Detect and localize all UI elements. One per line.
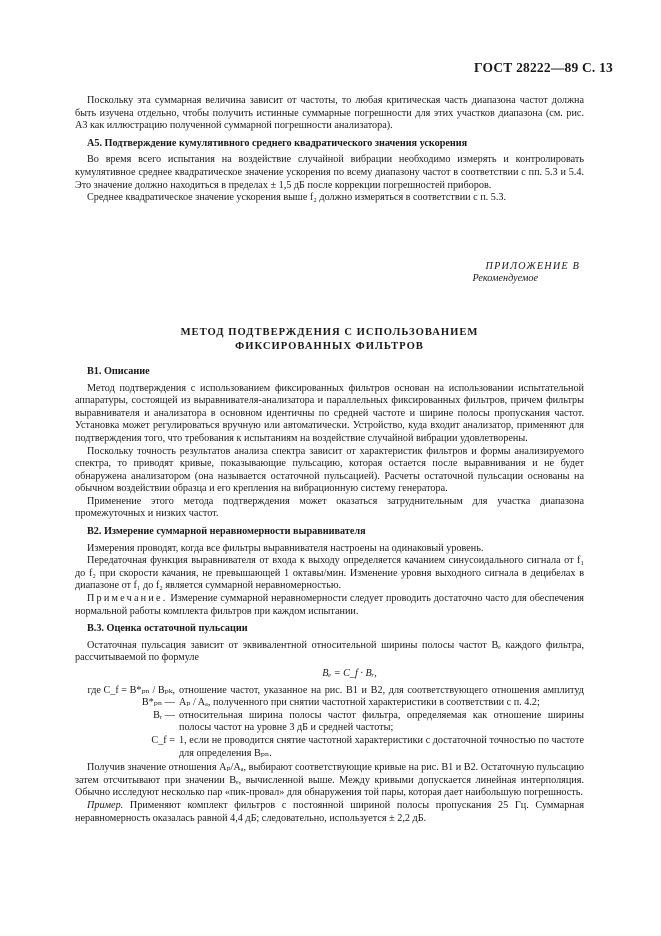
section-b1-heading: В1. Описание: [87, 365, 150, 377]
section-b1-paragraph-3: Применение этого метода подтверждения может оказаться затруднительным для участка диапазона промежуточных и низких частот.: [75, 495, 584, 520]
section-b3-example: [75, 800, 584, 825]
definition-term: Bᵣ —: [153, 709, 175, 721]
definition-term: где C_f = B*ₚₙ / Bₚₖ, B*ₚₙ —: [87, 684, 175, 709]
note-text: Измерение суммарной неравномерности следует проводить достаточно часто для обеспечения нормальной работы комплекта фильтров при каждом испытании.: [75, 593, 584, 617]
page-header: ГОСТ 28222—89 С. 13: [474, 60, 613, 75]
section-b3-heading: В.3. Оценка остаточной пульсации: [87, 623, 248, 635]
formula: Bₑ = C_f · Bᵣ,: [322, 668, 377, 679]
title-line-1: МЕТОД ПОДТВЕРЖДЕНИЯ С ИСПОЛЬЗОВАНИЕМ: [180, 326, 479, 338]
definitions-list: [75, 685, 584, 761]
section-b3-paragraph-2: Получив значение отношения Aₚ/Aₐ, выбирают соответствующие кривые на рис. В1 и В2. Остаточную пульсацию затем отсчитывают при значении Bₑ, вычисленной выше. Между кривыми допускается линейная интерполяция. Обычно исследуют несколько пар «пик-провал» для обнаружения той пары, которая дает наибольшую погрешность.: [75, 762, 584, 799]
definition-text: отношение частот, указанное на рис. В1 и В2, для соответствующего отношения амплитуд Aₚ / Aₐ, полученного при снятии частотной характеристики в соответствии с п. 4.2;: [179, 684, 584, 709]
section-b2-note: [75, 593, 584, 618]
section-b2-paragraph-2: Передаточная функция выравнивателя от входа к выходу определяется качанием синусоидального сигнала от f₁ до f₂ при скорости качания, не превышающей 1 октавы/мин. Изменение уровня выходного сигнала в децибелах в диапазоне от f₁ до f₂ является суммарной неравномерностью.: [75, 555, 584, 592]
section-a5-paragraph-2: Среднее квадратическое значение ускорения выше f₂ должно измеряться в соответствии с п. 5.3.: [87, 192, 507, 204]
appendix-title: [75, 326, 584, 354]
example-label: Пример.: [87, 799, 124, 811]
example-text: Применяют комплект фильтров с постоянной шириной полосы пропускания 25 Гц. Суммарная неравномерность оказалась равной 4,4 дБ; следовательно, используется ± 2,2 дБ.: [75, 799, 585, 824]
appendix-sub: Рекомендуемое: [472, 273, 538, 285]
section-a5-paragraph-1: Во время всего испытания на воздействие случайной вибрации необходимо измерять и контролировать кумулятивное среднее квадратическое значение ускорения по всему диапазону частот в соответствии с пп. 5.3 и 5.4. Это значение должно находиться в пределах ± 1,5 дБ после коррекции погрешностей приборов.: [75, 154, 584, 191]
section-b2-heading: В2. Измерение суммарной неравномерности выравнивателя: [87, 526, 366, 538]
section-a5-heading: А5. Подтверждение кумулятивного среднего квадратического значения ускорения: [87, 137, 468, 149]
intro-paragraph: Поскольку эта суммарная величина зависит от частоты, то любая критическая часть диапазона частот должна быть изучена отдельно, чтобы получить истинные суммарные погрешности для этих участков диапазона (см. рис. А3 как иллюстрацию полученной суммарной погрешности анализатора).: [75, 95, 584, 132]
title-line-2: ФИКСИРОВАННЫХ ФИЛЬТРОВ: [235, 340, 424, 352]
definition-term: C_f =: [151, 734, 175, 746]
definition-text: 1, если не проводится снятие частотной характеристики с достаточной точностью по частоте для определения Bₚₙ.: [179, 734, 584, 759]
appendix-label: ПРИЛОЖЕНИЕ В: [485, 260, 580, 272]
page-content: [75, 95, 584, 825]
definition-text: относительная ширина полосы частот фильтра, определяемая как отношение ширины полосы частот на уровне 3 дБ и средней частоты;: [179, 709, 584, 734]
note-label: Примечание.: [87, 593, 168, 605]
section-b2-paragraph-1: Измерения проводят, когда все фильтры выравнивателя настроены на одинаковый уровень.: [87, 542, 484, 554]
section-b3-paragraph-1: Остаточная пульсация зависит от эквивалентной относительной ширины полосы частот Bₑ каждого фильтра, рассчитываемой по формуле: [75, 639, 584, 664]
section-b1-paragraph-1: Метод подтверждения с использованием фиксированных фильтров основан на использовании испытательной аппаратуры, состоящей из выравнивателя-анализатора и параллельных фиксированных фильтров, причем фильтры выравнивателя и анализатора в основном идентичны по средней частоте и ширине полосы пропускания частот. Установка может регулироваться вручную или автоматически. Устройство, куда входит анализатор, применяют для подтверждения того, что требования к испытаниям на воздействие случайной вибрации удовлетворены.: [75, 382, 584, 444]
section-b1-paragraph-2: Поскольку точность результатов анализа спектра зависит от характеристик фильтров и формы анализируемого спектра, то приводят кривые, показывающие пульсацию, которая остается после выравнивания и не будет обнаружена анализатором (она называется остаточной пульсацией). Расчеты остаточной пульсации основаны на обычном воздействии образца и его крепления на вибрационную систему генератора.: [75, 445, 584, 495]
